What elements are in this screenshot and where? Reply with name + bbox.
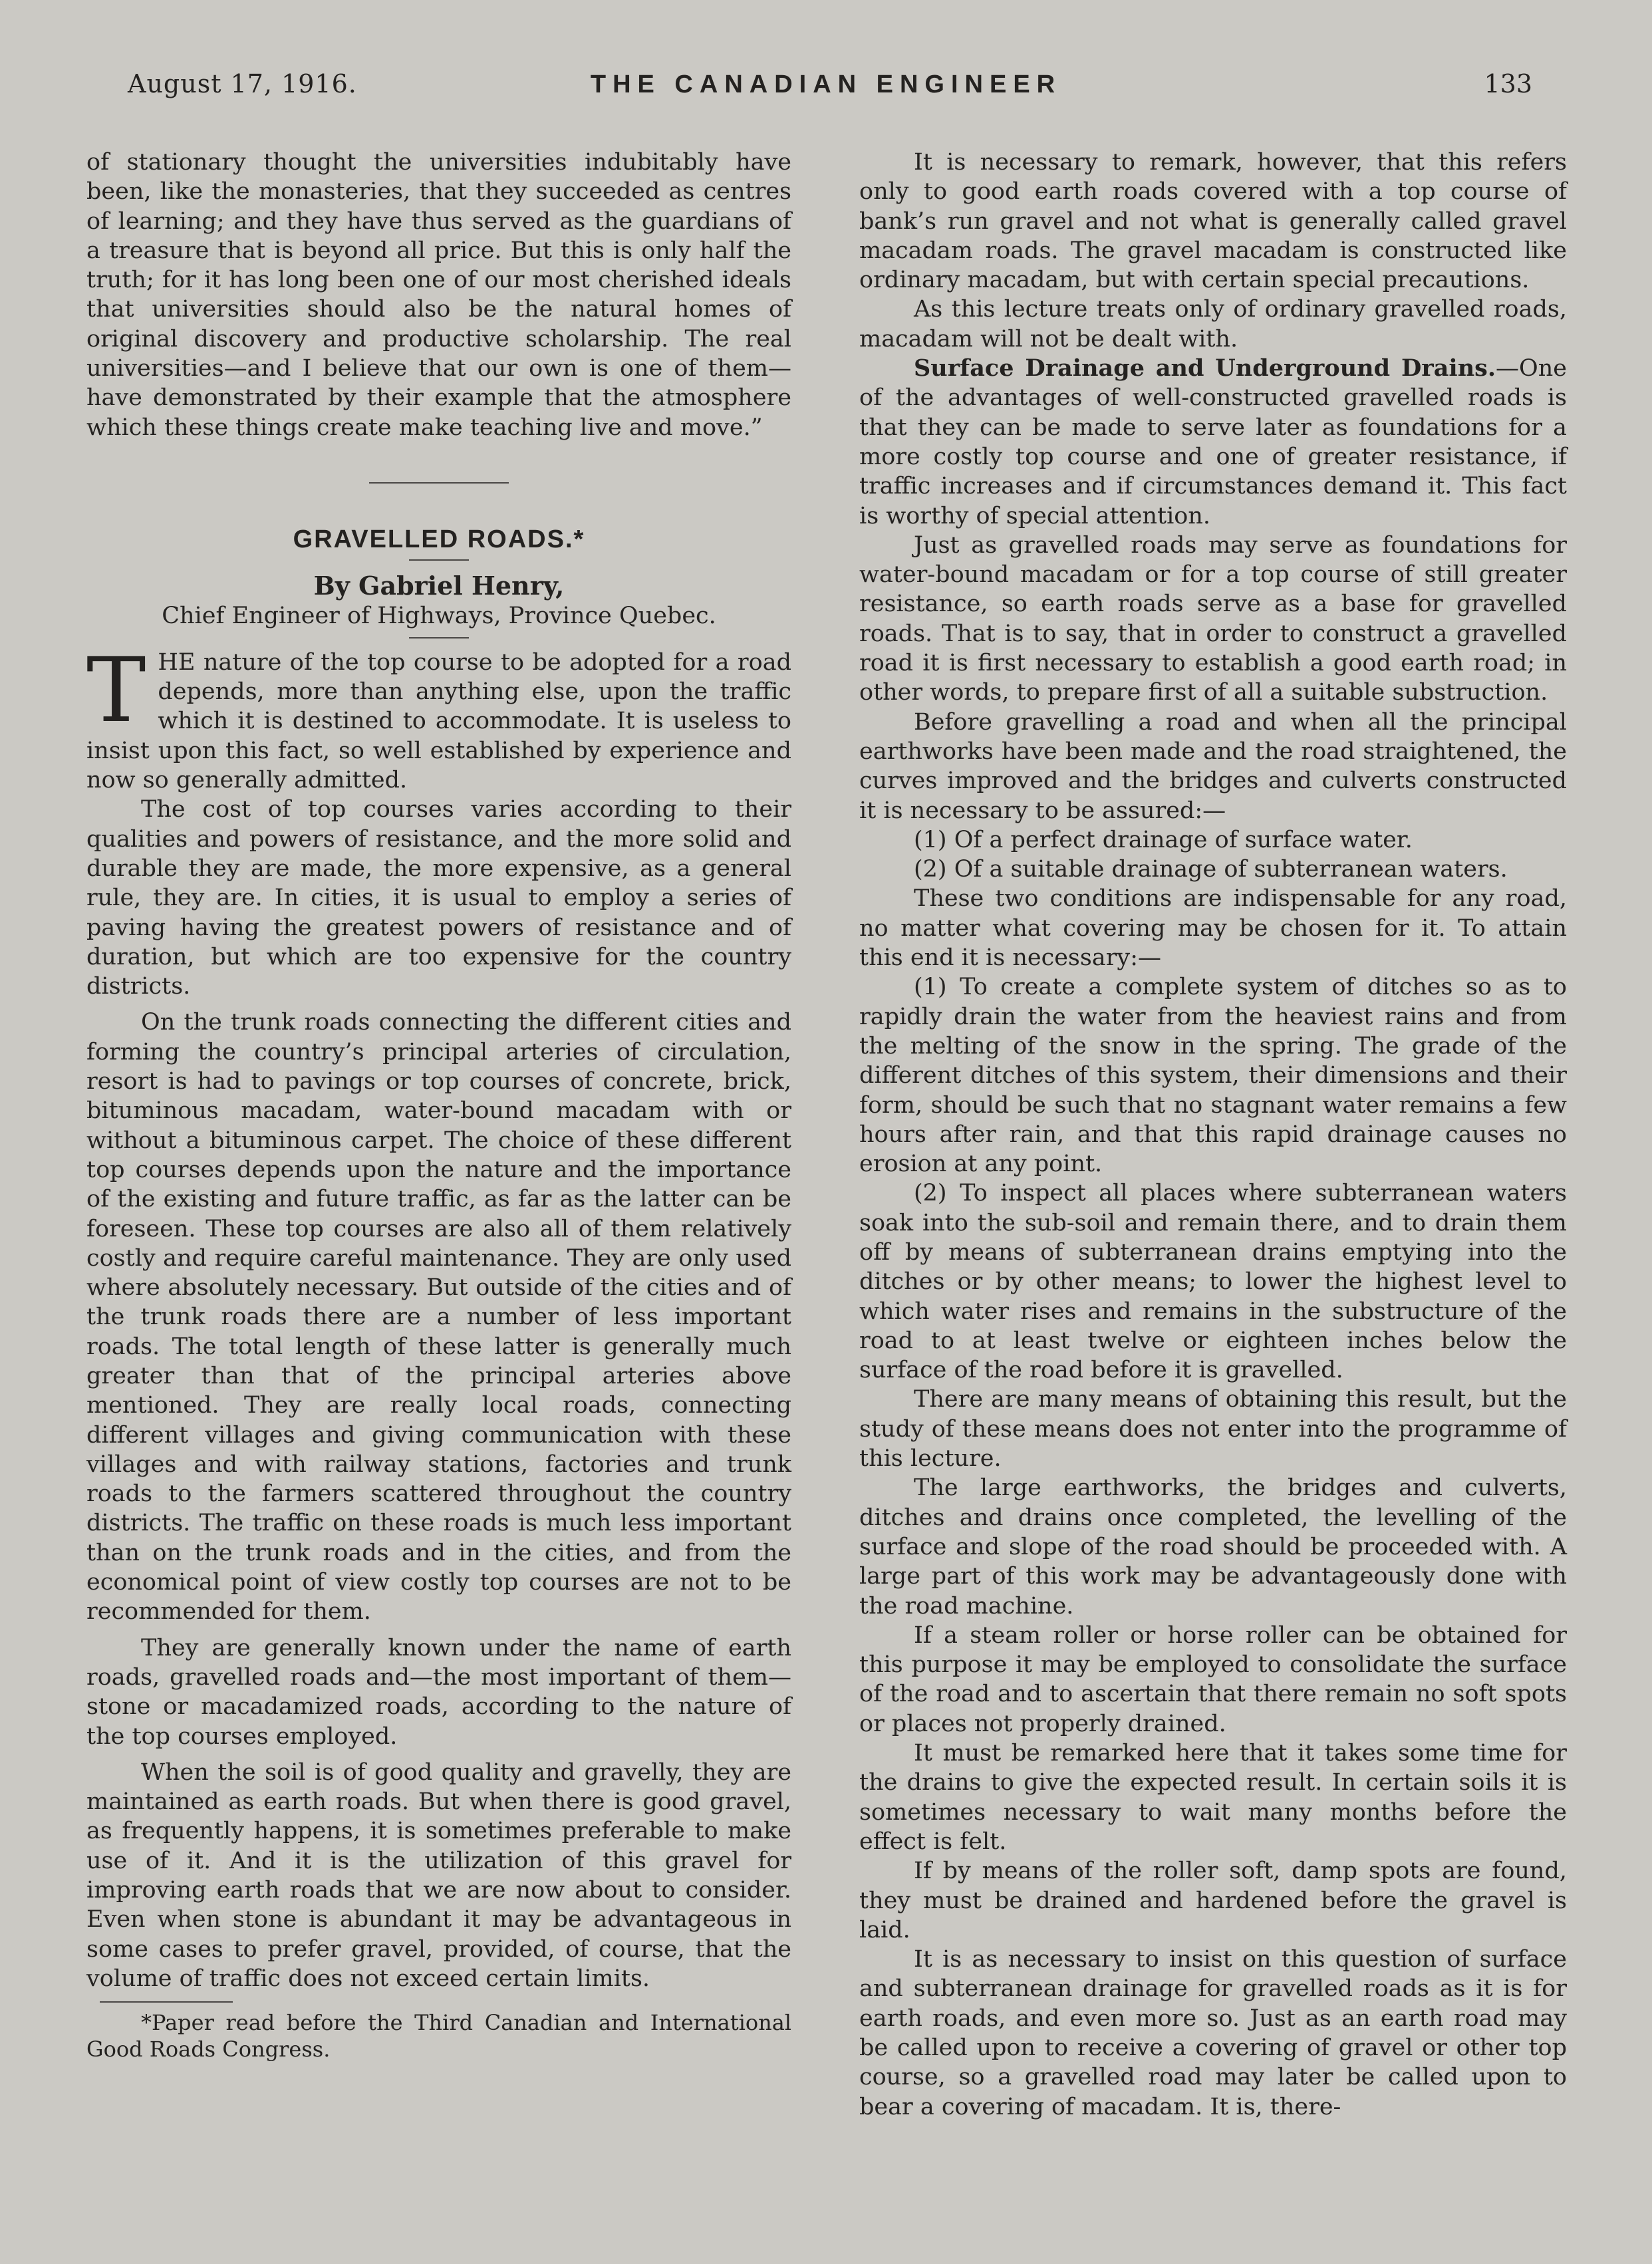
page-number: 133 (1484, 69, 1532, 98)
r-paragraph-9: (1) To create a complete system of ditches so as to rapidly drain the water from the heaviest rains and from the melting of the snow in the spring. The grade of the different ditches of this system, their dimensions and their form, should be such that no stagnant water remains a few hours after rain, and that this rapid drainage causes no erosion at any point. (859, 974, 1567, 1178)
header-date: August 17, 1916. (128, 69, 357, 98)
r-paragraph-8: These two conditions are indispensable for any road, no matter what covering may be chosen for it. To attain this end it is necessary:— (859, 885, 1567, 972)
r-paragraph-2: As this lecture treats only of ordinary gravelled roads, macadam will not be dealt with. (859, 296, 1567, 353)
r-paragraph-3 (859, 354, 1567, 531)
section-heading: Surface Drainage and Underground Drains. (914, 354, 1496, 382)
paragraph-3: On the trunk roads connecting the different cities and forming the country’s principal arteries of circulation, resort is had to pavings or top courses of concrete, brick, bituminous macadam, water-bound macadam with or without a bituminous carpet. The choice of these different top courses depends upon the nature and the importance of the existing and future traffic, as far as the latter can be foreseen. These top courses are also all of them relatively costly and require careful maintenance. They are only used where absolutely necessary. But outside of the cities and of the trunk roads there are a number of less important roads. The total length of these latter is generally much greater than that of the principal arteries above mentioned. They are really local roads, connecting different villages and giving communication with these villages and with railway stations, factories and trunk roads to the farmers scattered throughout the country districts. The traffic on these roads is much less important than on the trunk roads and in the cities, and from the economical point of view costly top courses are not to be recommended for them. (86, 1009, 791, 1626)
r-paragraph-3-text: —One of the advantages of well-constructed gravelled roads is that they can be made to serve later as foundations for a more costly top course and one of greater resistance, if traffic increases and if circumstances demand it. This fact is worthy of special attention. (859, 355, 1567, 529)
footnote-rule (100, 2001, 233, 2003)
r-paragraph-5: Before gravelling a road and when all the principal earthworks have been made and the road straightened, the curves improved and the bridges and culverts constructed it is necessary to be assured:— (859, 708, 1567, 824)
r-paragraph-4: Just as gravelled roads may serve as foundations for water-bound macadam or for a top course of still greater resistance, so earth roads serve as a base for gravelled roads. That is to say, that in order to construct a gravelled road it is first necessary to establish a good earth road; in other words, to prepare first of all a suitable substruction. (859, 531, 1567, 706)
paragraph-5: When the soil is of good quality and gravelly, they are maintained as earth roads. But when there is good gravel, as frequently happens, it is sometimes preferable to make use of it. And it is the utilization of this gravel for improving earth roads that we are now about to consider. Even when stone is abundant it may be advantageous in some cases to prefer gravel, provided, of course, that the volume of traffic does not exceed certain limits. (86, 1759, 791, 1992)
byline: By Gabriel Henry, (313, 571, 565, 601)
r-paragraph-14: It must be remarked here that it takes some time for the drains to give the expected result. In certain soils it is sometimes necessary to wait many months before the effect is felt. (859, 1740, 1567, 1855)
r-paragraph-13: If a steam roller or horse roller can be obtained for this purpose it may be employed to consolidate the surface of the road and to ascertain that there remain no soft spots or places not properly drained. (859, 1622, 1567, 1737)
paragraph-2: The cost of top courses varies according to their qualities and powers of resistance, and the more solid and durable they are made, the more expensive, as a general rule, they are. In cities, it is usual to employ a series of paving having the greatest powers of resistance and of duration, but which are too expensive for the country districts. (86, 796, 791, 1000)
r-paragraph-16: It is as necessary to insist on this question of surface and subterranean drainage for gravelled roads as it is for earth roads, and even more so. Just as an earth road may be called upon to receive a covering of gravel or other top course, so a gravelled road may later be called upon to bear a covering of macadam. It is, there- (859, 1946, 1567, 2120)
continued-paragraph: of stationary thought the universities indubitably have been, like the monasteries, that they succeeded as centres of learning; and they have thus served as the guardians of a treasure that is beyond all price. But this is only half the truth; for it has long been one of our most cherished ideals that universities should also be the natural homes of original discovery and productive scholarship. The real universities—and I believe that our own is one of them—have demonstrated by their example that the atmosphere which these things create make teaching live and move.” (86, 149, 791, 441)
left-column (86, 148, 791, 2062)
r-paragraph-10: (2) To inspect all places where subterranean waters soak into the sub-soil and remain there, and to drain them off by means of subterranean drains emptying into the ditches or by other means; to lower the highest level to which water rises and remains in the substructure of the road to at least twelve or eighteen inches below the surface of the road before it is gravelled. (859, 1180, 1567, 1384)
r-paragraph-11: There are many means of obtaining this result, but the study of these means does not enter into the programme of this lecture. (859, 1386, 1567, 1473)
right-column (859, 148, 1567, 2122)
paragraph-4: They are generally known under the name of earth roads, gravelled roads and—the most important of them—stone or macadamized roads, according to the nature of the top courses employed. (86, 1634, 791, 1750)
r-paragraph-12: The large earthworks, the bridges and culverts, ditches and drains once completed, the levelling of the surface and slope of the road should be proceeded with. A large part of this work may be advantageously done with the road machine. (859, 1475, 1567, 1620)
author-role: Chief Engineer of Highways, Province Quebec. (162, 602, 716, 629)
r-list-item-2: (2) Of a suitable drainage of subterranean waters. (914, 856, 1508, 883)
paragraph-1-text: HE nature of the top course to be adopted for a road depends, more than anything else, upon the traffic which it is destined to accommodate. It is useless to insist upon this fact, so well established by experience and now so generally admitted. (86, 648, 791, 794)
drop-cap: T (86, 638, 146, 742)
footnote: *Paper read before the Third Canadian and International Good Roads Congress. (86, 2010, 791, 2062)
article-title: GRAVELLED ROADS.* (293, 525, 585, 553)
r-paragraph-1: It is necessary to remark, however, that this refers only to good earth roads covered with a top course of bank’s run gravel and not what is generally called gravel macadam roads. The gravel macadam is constructed like ordinary macadam, but with certain special precautions. (859, 149, 1567, 294)
r-list-item-1: (1) Of a perfect drainage of surface water. (914, 826, 1413, 853)
r-paragraph-15: If by means of the roller soft, damp spots are found, they must be drained and hardened before the gravel is laid. (859, 1858, 1567, 1943)
header-title: THE CANADIAN ENGINEER (590, 71, 1062, 98)
paragraph-1 (86, 638, 791, 795)
